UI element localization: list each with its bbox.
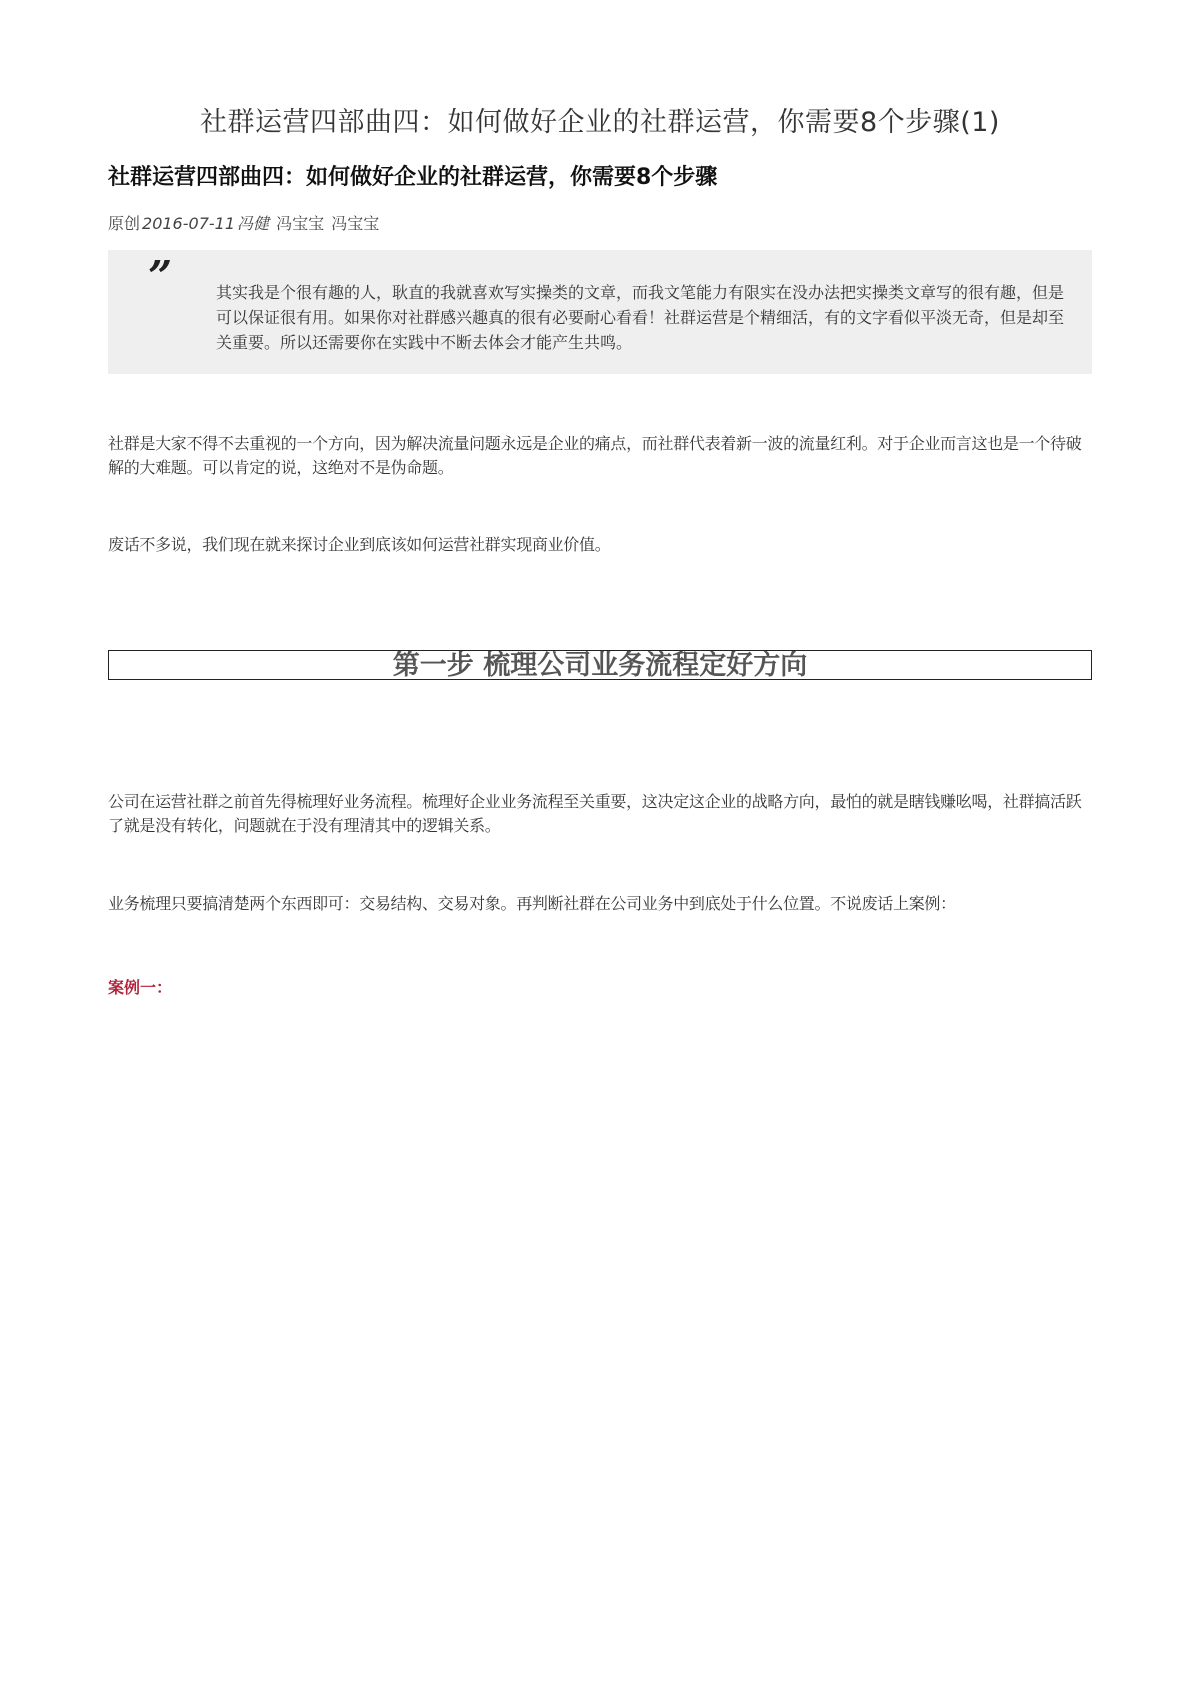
document-title: 社群运营四部曲四：如何做好企业的社群运营，你需要8个步骤(1): [200, 107, 1000, 138]
section-heading-step-1: 第一步 梳理公司业务流程定好方向: [392, 650, 808, 680]
original-label: 原创: [108, 214, 141, 233]
quote-text: 其实我是个很有趣的人，耿直的我就喜欢写实操类的文章，而我文笔能力有限实在没办法把实操类文章写的很有趣，但是可以保证很有用。如果你对社群感兴趣真的很有必要耐心看看！社群运营是个精细活，有的文字看似平淡无奇，但是却至关重要。所以还需要你在实践中不断去体会才能产生共鸣。: [216, 283, 1065, 352]
article-meta: [108, 211, 381, 234]
quote-mark-icon: ”: [148, 252, 173, 301]
paragraph-business-review: 业务梳理只要搞清楚两个东西即可：交易结构、交易对象。再判断社群在公司业务中到底处于什么位置。不说废话上案例：: [108, 894, 956, 913]
account-name-link[interactable]: 冯宝宝: [276, 214, 325, 233]
case-label-1: 案例一：: [108, 978, 173, 997]
publish-date: 2016-07-11: [142, 214, 235, 233]
account-name: 冯宝宝: [331, 214, 380, 233]
section-heading-box: [108, 650, 1092, 680]
paragraph-intro: 社群是大家不得不去重视的一个方向，因为解决流量问题永远是企业的痛点，而社群代表着新一波的流量红利。对于企业而言这也是一个待破解的大难题。可以肯定的说，这绝对不是伪命题。: [108, 434, 1082, 477]
author-name: 冯健: [237, 214, 270, 233]
intro-blockquote: [108, 250, 1092, 374]
article-title: 社群运营四部曲四：如何做好企业的社群运营，你需要8个步骤: [108, 165, 718, 190]
paragraph-step-1: 公司在运营社群之前首先得梳理好业务流程。梳理好企业业务流程至关重要，这决定这企业的战略方向，最怕的就是瞎钱赚吆喝，社群搞活跃了就是没有转化，问题就在于没有理清其中的逻辑关系。: [108, 792, 1082, 835]
paragraph-transition: 废话不多说，我们现在就来探讨企业到底该如何运营社群实现商业价值。: [108, 535, 611, 554]
